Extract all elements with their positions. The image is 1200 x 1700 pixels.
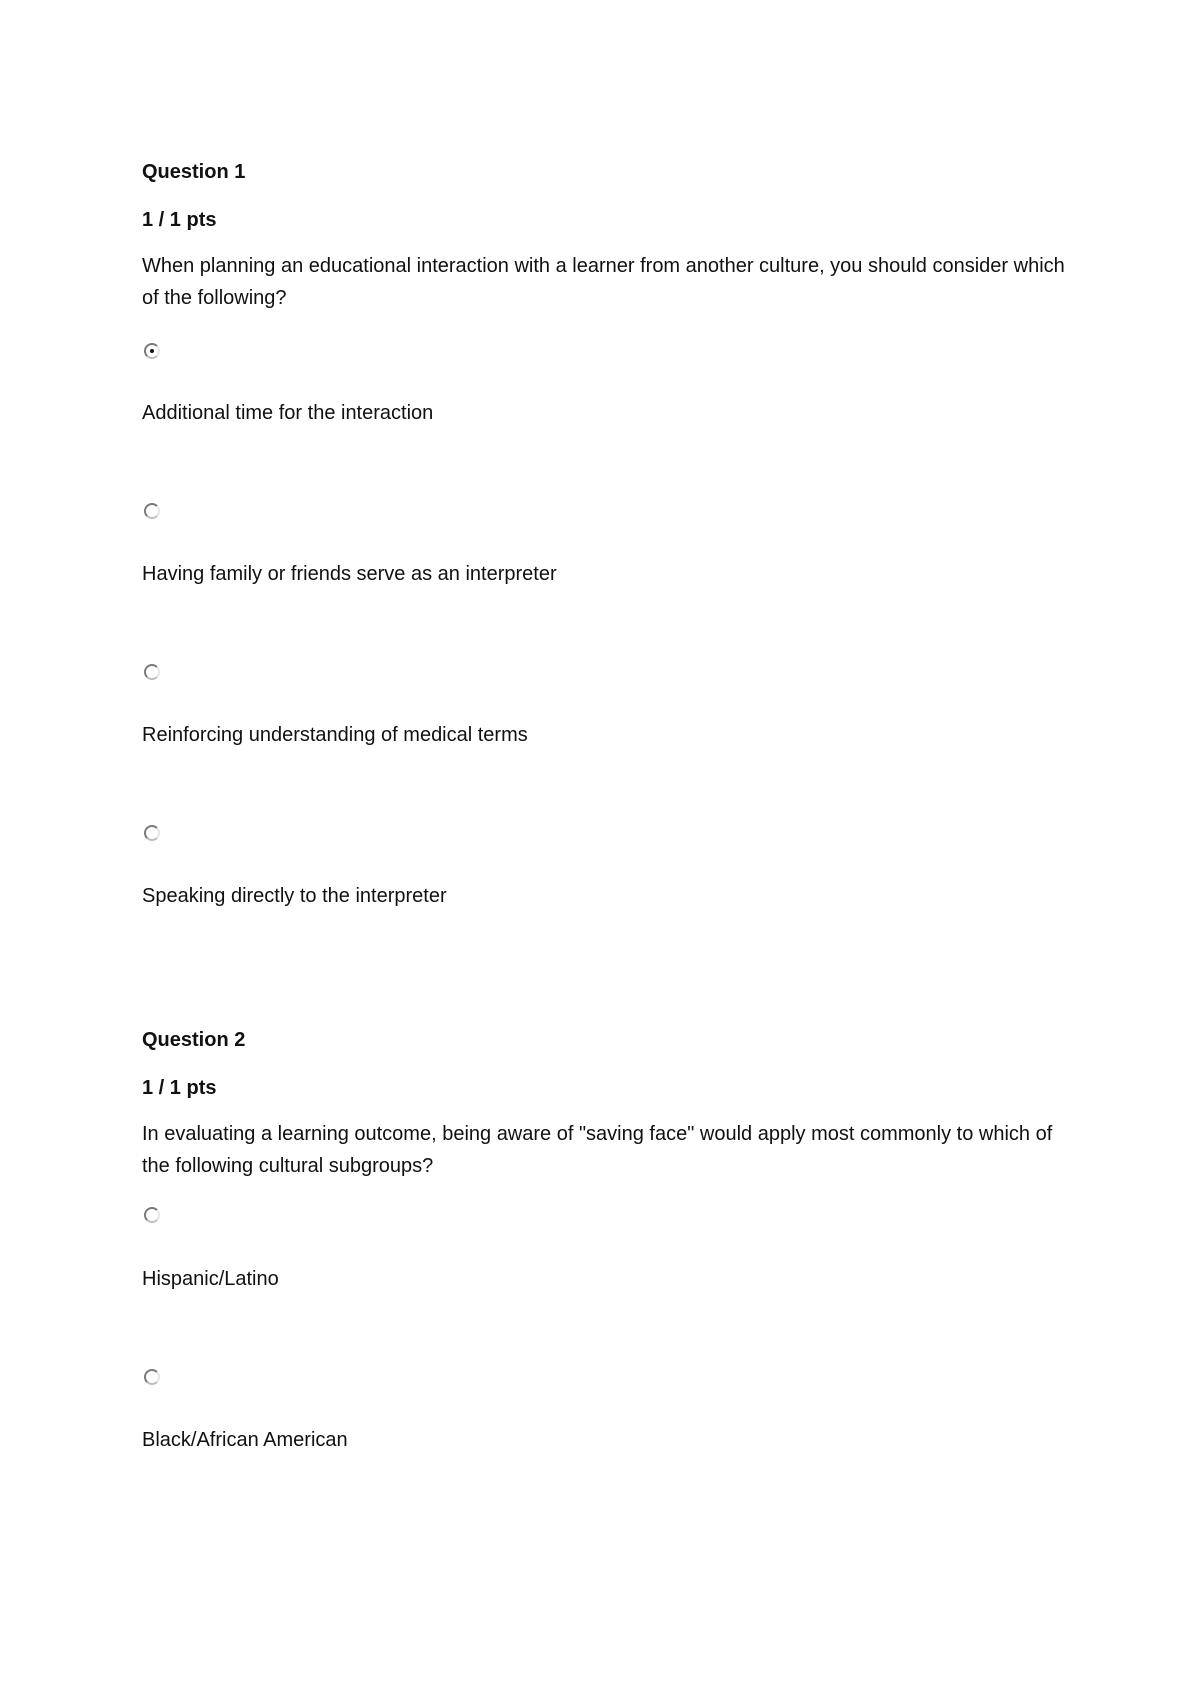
answer-label[interactable]: Black/African American bbox=[142, 1429, 348, 1451]
answer-label[interactable]: Additional time for the interaction bbox=[142, 402, 434, 424]
answer-radio-selected[interactable] bbox=[144, 343, 160, 359]
answer-label[interactable]: Speaking directly to the interpreter bbox=[142, 885, 447, 907]
question-text: In evaluating a learning outcome, being aware of "saving face" would apply most commonly to which of the following cultural subgroups? bbox=[142, 1123, 1053, 1177]
answer-radio[interactable] bbox=[144, 503, 160, 519]
answer-label[interactable]: Having family or friends serve as an interpreter bbox=[142, 563, 557, 585]
question-points: 1 / 1 pts bbox=[142, 209, 217, 231]
question-text: When planning an educational interaction with a learner from another culture, you should consider which of the following? bbox=[142, 255, 1065, 309]
answer-radio[interactable] bbox=[144, 825, 160, 841]
question-points: 1 / 1 pts bbox=[142, 1077, 217, 1099]
answer-label[interactable]: Reinforcing understanding of medical terms bbox=[142, 724, 528, 746]
question-title: Question 2 bbox=[142, 1029, 246, 1051]
question-title: Question 1 bbox=[142, 161, 246, 183]
answer-radio[interactable] bbox=[144, 664, 160, 680]
answer-radio[interactable] bbox=[144, 1207, 160, 1223]
answer-radio[interactable] bbox=[144, 1369, 160, 1385]
answer-label[interactable]: Hispanic/Latino bbox=[142, 1268, 279, 1290]
